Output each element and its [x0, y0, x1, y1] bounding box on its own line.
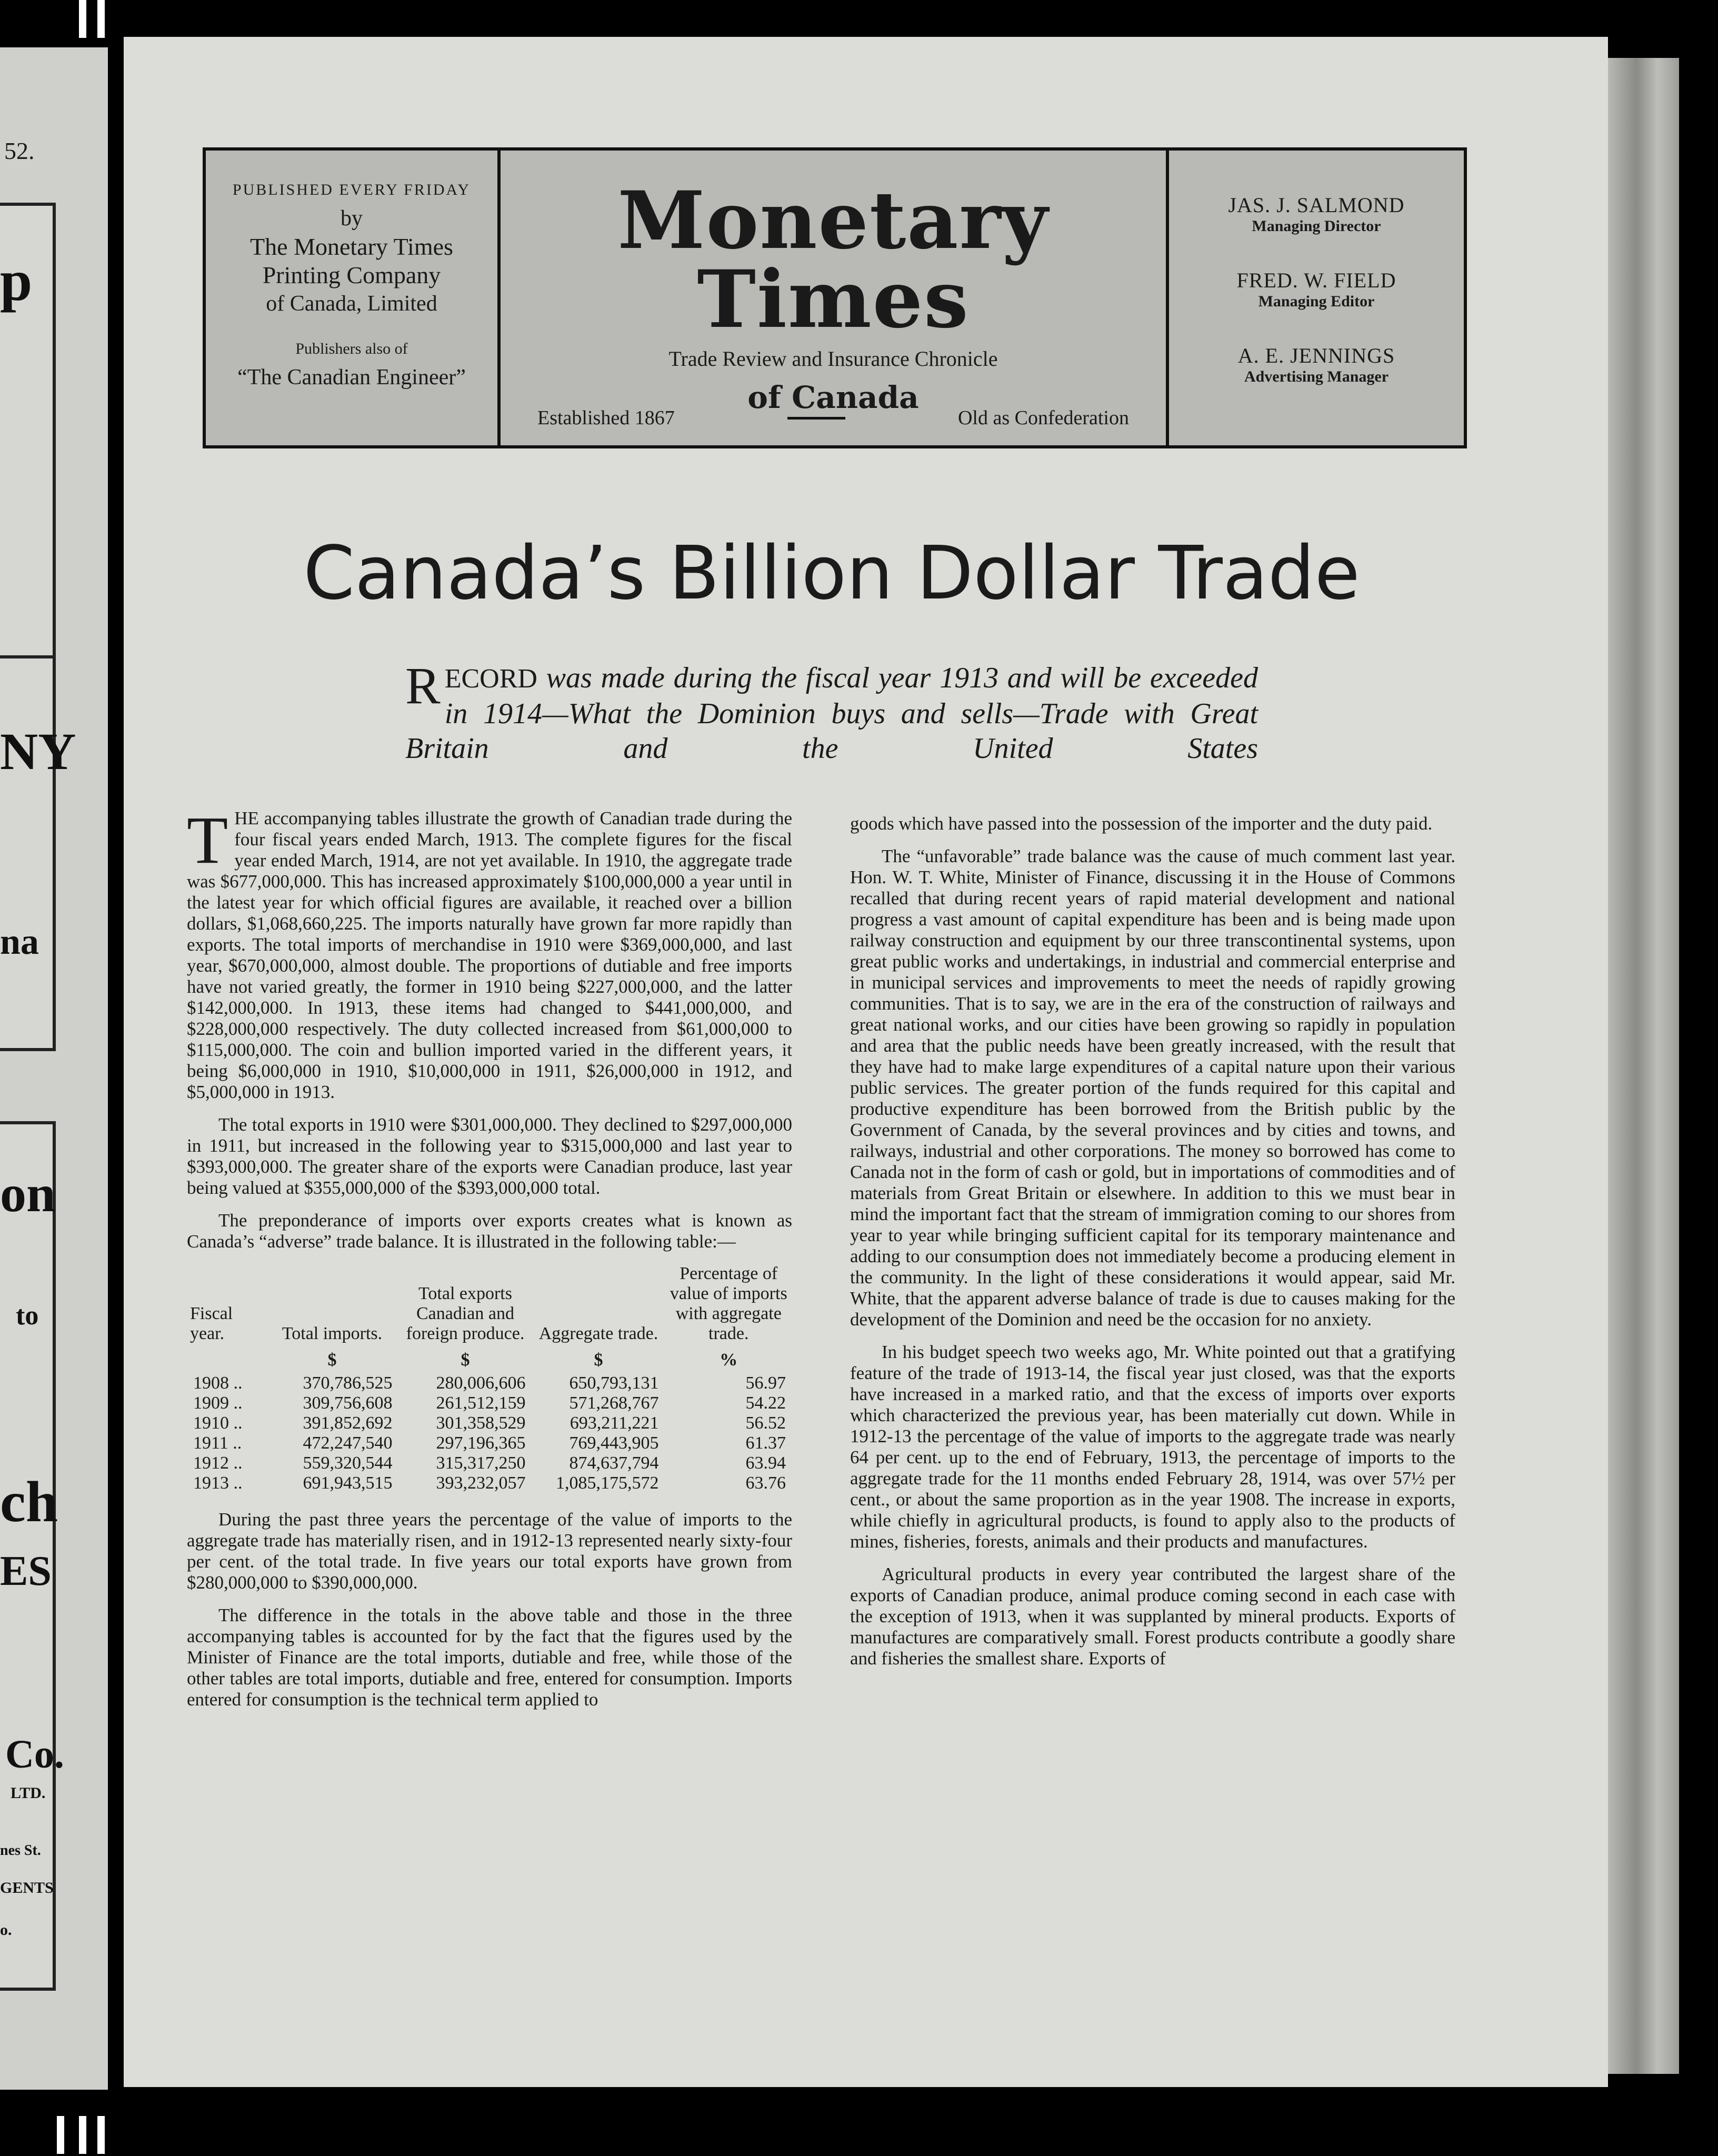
ad-fragment: o. [0, 1921, 12, 1939]
paragraph: In his budget speech two weeks ago, Mr. White pointed out that a gratifying feature of the trade of 1913-14, the fiscal year just closed, was that the exports have increased in a marked ratio, and that the excess of imports over exports which characterized the previous year, has been materially cut down. While in 1912-13 the percentage of the value of imports to the aggregate trade was nearly 64 per cent. up to the end of February, 1913, the percentage of imports to the aggregate trade for the 11 months ended February 28, 1914, was over 57½ per cent., or about the same proportion as in the year 1908. The increase in exports, while chiefly in agricultural products, is found to apply also to the products of mines, fisheries, forests, animals and their products and manufactures. [850, 1342, 1455, 1552]
article-column-left [187, 803, 792, 1722]
table-cell: 1912 .. [193, 1453, 243, 1473]
page-number: 52. [4, 137, 35, 164]
deck-text: was made during the fiscal year 1913 and will be exceeded in 1914—What the Dominion buys and sells—Trade with Great Britain and the United States [405, 662, 1258, 765]
by-label: by [341, 206, 363, 231]
staff-name: JAS. J. SALMOND [1228, 193, 1405, 217]
article-deck [405, 656, 1258, 766]
ad-fragment: ch [0, 1470, 58, 1534]
table-cell: 393,232,057 [436, 1473, 526, 1493]
ad-fragment: na [0, 922, 39, 962]
article-column-right [850, 813, 1455, 1681]
table-cell: 650,793,131 [569, 1373, 659, 1393]
table-cell: 769,443,905 [569, 1433, 659, 1453]
paragraph: goods which have passed into the possession of the importer and the duty paid. [850, 813, 1433, 834]
paragraph: The total exports in 1910 were $301,000,000. They declined to $297,000,000 in 1911, but increased in the following year to $315,000,000 and last year to $393,000,000. The greater share of the exports were Canadian produce, last year being valued at $355,000,000 of the $393,000,000 total. [187, 1114, 792, 1198]
ad-fragment: on [0, 1164, 56, 1223]
table-cell: 63.94 [745, 1453, 786, 1473]
table-cell: 1910 .. [193, 1413, 243, 1433]
also-publishes-label: Publishers also of [295, 340, 408, 357]
table-cell [187, 1350, 266, 1373]
table-cell: $ [327, 1350, 337, 1370]
film-perforation [97, 0, 105, 38]
ad-fragment: GENTS [0, 1879, 54, 1897]
dropcap: T [187, 803, 228, 877]
film-perforation [79, 2116, 86, 2154]
deck-lead-caps: ECORD [444, 664, 537, 694]
table-header: Aggregate trade. [538, 1324, 658, 1343]
table-cell: 559,320,544 [303, 1453, 393, 1473]
table-header: Total exports Canadian and foreign produce. [406, 1284, 525, 1343]
publisher-box [206, 151, 501, 445]
table-cell: 472,247,540 [303, 1433, 393, 1453]
table-units-row [187, 1350, 792, 1373]
film-perforation [79, 0, 86, 38]
ad-fragment: NY [0, 722, 76, 781]
staff-name: A. E. JENNINGS [1237, 344, 1395, 367]
table-cell: 391,852,692 [303, 1413, 393, 1433]
ad-fragment: to [16, 1301, 39, 1331]
divider [787, 417, 845, 420]
ad-fragment: p [0, 248, 33, 313]
masthead-subtitle: Trade Review and Insurance Chronicle [668, 347, 998, 371]
table-cell: 301,358,529 [436, 1413, 526, 1433]
paragraph: Agricultural products in every year contributed the largest share of the exports of Canadian produce, animal produce coming second in each case with the exception of 1913, when it was supplanted by mineral products. Exports of manufactures are comparatively small. Forest products contribute a goodly share and fisheries the smallest share. Exports of [850, 1564, 1455, 1669]
table-cell: 370,786,525 [303, 1373, 393, 1393]
paragraph: The difference in the totals in the above table and those in the three accompanying tables is accounted for by the fact that the figures used by the Minister of Finance are the total imports, dutiable and free, while those of the other tables are total imports, dutiable and free, entered for consumption. Imports entered for consumption is the technical term applied to [187, 1605, 792, 1710]
table-cell: 1913 .. [193, 1473, 243, 1493]
table-row [187, 1473, 792, 1493]
paragraph-text: HE accompanying tables illustrate the growth of Canadian trade during the four fiscal years ended March, 1913. The complete figures for the fiscal year ended March, 1914, are not yet available. In 1910, the aggregate trade was $677,000,000. This has increased approximately $100,000,000 a year until in the latest year for which official figures are available, it reached over a billion dollars, $1,068,660,225. The imports naturally have grown far more rapidly than exports. The total imports of merchandise in 1910 were $369,000,000, and last year, $670,000,000, almost double. The proportions of dutiable and free imports have not varied greatly, the former in 1910 being $227,000,000, and the latter $142,000,000. In 1913, these items had changed to $441,000,000, and $228,000,000 respectively. The duty collected increased from $61,000,000 to $115,000,000. The coin and bullion imported varied in the different years, it being $6,000,000 in 1910, $10,000,000 in 1911, $26,000,000 in 1912, and $5,000,000 in 1913. [187, 808, 792, 1102]
film-perforation [57, 2116, 64, 2154]
staff-role: Advertising Manager [1244, 368, 1389, 385]
publisher-name-line1: The Monetary Times [250, 233, 453, 260]
table-cell: $ [461, 1350, 470, 1370]
paragraph [187, 803, 792, 1103]
ad-box [0, 655, 56, 1051]
page-stack-edge [1608, 58, 1679, 2074]
publication-frequency: PUBLISHED EVERY FRIDAY [232, 181, 471, 198]
sister-publication: “The Canadian Engineer” [237, 365, 466, 390]
ad-fragment: Co. [5, 1732, 64, 1776]
motto-label: Old as Confederation [957, 407, 1129, 429]
ad-fragment: nes St. [0, 1842, 41, 1859]
table-header: Percentage of value of imports with aggregate trade. [670, 1264, 787, 1343]
table-cell: 1,085,175,572 [556, 1473, 659, 1493]
left-page-fragment [0, 47, 108, 2090]
table-row [187, 1453, 792, 1473]
table-cell: 56.97 [745, 1373, 786, 1393]
masthead-title-box [501, 151, 1169, 445]
table-cell: $ [594, 1350, 603, 1370]
paragraph: The “unfavorable” trade balance was the cause of much comment last year. Hon. W. T. White, Minister of Finance, discussing it in the House of Commons recalled that during recent years of rapid material development and national progress a vast amount of capital expenditure has been and is being made upon railway construction and equipment by our three transcontinental systems, upon great public works and undertakings, in industrial and commercial enterprise and in municipal services and improvements to meet the needs of rapidly growing communities. That is to say, we are in the era of the construction of railways and great national works, and our cities have been growing so rapidly in population and area that the public needs have been greatly increased, with the result that they have had to make large expenditures of a capital nature upon their various public services. The greater portion of the funds required for this capital and productive expenditure has been borrowed from the British public by the Government of Canada, by the several provinces and by cities and towns, and railways, industrial and other corporations. The money so borrowed has come to Canada not in the form of cash or gold, but in importations of commodities and of materials from Great Britain or elsewhere. In addition to this we must bear in mind the important fact that the stream of immigration coming to our shores from year to year while bringing sufficient capital for its temporary maintenance and adding to our consumption does not immediately become a producing element in the community. In the light of these considerations it would appear, said Mr. White, that the apparent adverse balance of trade is due to causes making for the development of the Dominion and need be the occasion for no anxiety. [850, 846, 1455, 1330]
staff-box [1169, 151, 1464, 445]
table-header: Fiscal year. [190, 1304, 233, 1343]
ad-fragment: ES [0, 1548, 52, 1594]
trade-balance-table [187, 1264, 792, 1493]
staff-role: Managing Director [1252, 217, 1381, 235]
ad-fragment: LTD. [11, 1784, 46, 1802]
table-cell: % [720, 1350, 738, 1370]
table-cell: 54.22 [745, 1393, 786, 1413]
table-row [187, 1393, 792, 1413]
table-cell: 1911 .. [193, 1433, 242, 1453]
table-cell: 874,637,794 [569, 1453, 659, 1473]
paragraph: During the past three years the percentage of the value of imports to the aggregate trade has materially risen, and in 1912-13 represented nearly sixty-four per cent. of the total trade. In five years our total exports have grown from $280,000,000 to $390,000,000. [187, 1509, 792, 1593]
table-cell: 63.76 [745, 1473, 786, 1493]
masthead-title: Monetary Times [617, 174, 1049, 346]
table-cell: 309,756,608 [303, 1393, 393, 1413]
table-cell: 280,006,606 [436, 1373, 526, 1393]
table-cell: 1909 .. [193, 1393, 243, 1413]
table-cell: 315,317,250 [436, 1453, 526, 1473]
table-row [187, 1433, 792, 1453]
table-cell: 56.52 [745, 1413, 786, 1433]
table-cell: 691,943,515 [303, 1473, 393, 1493]
publisher-name-line2: Printing Company [262, 262, 441, 288]
table-cell: 693,211,221 [570, 1413, 659, 1433]
table-cell: 571,268,767 [569, 1393, 659, 1413]
staff-name: FRED. W. FIELD [1236, 268, 1396, 292]
film-perforation [97, 2116, 105, 2154]
masthead-of-canada: of Canada [747, 380, 919, 415]
table-row [187, 1413, 792, 1433]
established-label: Established 1867 [537, 407, 675, 429]
masthead-footer [537, 406, 1129, 430]
masthead [203, 147, 1467, 448]
article-headline: Canada’s Billion Dollar Trade [303, 531, 1360, 616]
table-cell: 1908 .. [193, 1373, 243, 1393]
deck-dropcap: R [405, 656, 441, 715]
table-cell: 61.37 [745, 1433, 786, 1453]
table-cell: 297,196,365 [436, 1433, 526, 1453]
paragraph: The preponderance of imports over exports creates what is known as Canada’s “adverse” trade balance. It is illustrated in the following table:— [187, 1210, 792, 1252]
table-row [187, 1373, 792, 1393]
staff-role: Managing Editor [1258, 293, 1375, 310]
table-header: Total imports. [282, 1324, 383, 1343]
table-cell: 261,512,159 [436, 1393, 526, 1413]
publisher-name-line3: of Canada, Limited [266, 292, 437, 316]
